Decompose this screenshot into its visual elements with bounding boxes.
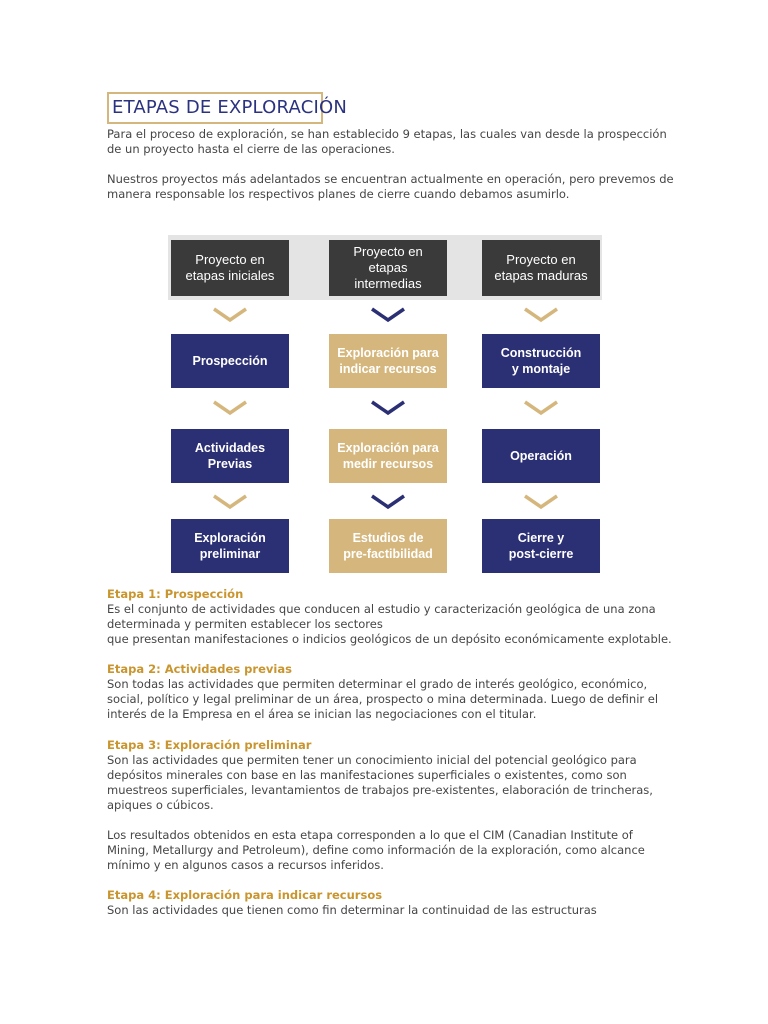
step-operacion <box>482 429 600 483</box>
chevron-down-icon <box>523 307 559 323</box>
header-intermediate <box>329 240 447 296</box>
box-text: intermedias <box>354 276 422 291</box>
text-line: Son todas las actividades que permiten determinar el grado de interés geológico, económico, <box>107 677 648 691</box>
section-heading-3: Etapa 3: Exploración preliminar <box>107 738 312 752</box>
chevron-down-icon <box>523 400 559 416</box>
section-body-2 <box>107 677 658 722</box>
text-line: mínimo y en algunos casos a recursos inferidos. <box>107 858 384 872</box>
step-exploracion-medir <box>329 429 447 483</box>
section-heading-1: Etapa 1: Prospección <box>107 587 244 601</box>
text-line: apiques o cúbicos. <box>107 798 214 812</box>
text-line: interés de la Empresa en el área se inician las negociaciones con el titular. <box>107 707 537 721</box>
text-line: depósitos minerales con base en las manifestaciones superficiales o existentes, como son <box>107 768 627 782</box>
intro-paragraph-1 <box>107 127 667 157</box>
box-text: y montaje <box>511 362 571 376</box>
section-body-1 <box>107 602 672 647</box>
box-text: Exploración <box>194 531 266 545</box>
box-text: indicar recursos <box>339 362 437 376</box>
section-body-4 <box>107 903 597 918</box>
box-text: etapas maduras <box>494 268 588 283</box>
box-text: Estudios de <box>352 531 424 545</box>
box-text: pre-factibilidad <box>343 547 433 561</box>
text-line: de un proyecto hasta el cierre de las operaciones. <box>107 142 395 156</box>
text-line: Mining, Metallurgy and Petroleum), define como información de la exploración, como alcance <box>107 843 645 857</box>
section-body-3-extra <box>107 828 645 873</box>
box-text: Exploración para <box>337 346 439 360</box>
section-heading-2: Etapa 2: Actividades previas <box>107 662 292 676</box>
header-initial <box>171 240 289 296</box>
header-mature <box>482 240 600 296</box>
text-line: Nuestros proyectos más adelantados se encuentran actualmente en operación, pero prevemos de <box>107 172 674 186</box>
text-line: social, político y legal preliminar de un área, prospecto o mina determinada. Luego de definir el <box>107 692 659 706</box>
intro-paragraph-2 <box>107 172 674 202</box>
box-text: etapas iniciales <box>185 268 275 283</box>
section-heading-4: Etapa 4: Exploración para indicar recursos <box>107 888 383 902</box>
box-text: Prospección <box>192 354 268 368</box>
text-line: que presentan manifestaciones o indicios geológicos de un depósito económicamente explotable. <box>107 632 672 646</box>
box-text: medir recursos <box>342 457 434 471</box>
box-text: Proyecto en <box>195 252 265 267</box>
step-prefactibilidad <box>329 519 447 573</box>
box-text: Exploración para <box>337 441 439 455</box>
chevron-down-icon <box>212 307 248 323</box>
step-actividades-previas <box>171 429 289 483</box>
step-exploracion-preliminar <box>171 519 289 573</box>
chevron-down-icon <box>370 400 406 416</box>
chevron-down-icon <box>523 494 559 510</box>
step-cierre <box>482 519 600 573</box>
box-text: Cierre y <box>517 531 565 545</box>
text-line: Son las actividades que tienen como fin determinar la continuidad de las estructuras <box>107 903 597 917</box>
box-text: post-cierre <box>508 547 574 561</box>
box-text: Proyecto en etapas <box>353 244 423 275</box>
box-text: Actividades <box>194 441 266 455</box>
chevron-down-icon <box>212 494 248 510</box>
chevron-down-icon <box>370 307 406 323</box>
box-text: Previas <box>207 457 253 471</box>
chevron-down-icon <box>370 494 406 510</box>
text-line: manera responsable los respectivos planes de cierre cuando debamos asumirlo. <box>107 187 570 201</box>
box-text: Proyecto en <box>506 252 576 267</box>
step-prospeccion <box>171 334 289 388</box>
box-text: Operación <box>510 449 572 463</box>
chevron-down-icon <box>212 400 248 416</box>
text-line: Son las actividades que permiten tener un conocimiento inicial del potencial geológico para <box>107 753 637 767</box>
text-line: Para el proceso de exploración, se han establecido 9 etapas, las cuales van desde la prospección <box>107 127 667 141</box>
page-title: ETAPAS DE EXPLORACIÓN <box>112 97 348 118</box>
box-text: preliminar <box>199 547 261 561</box>
text-line: Es el conjunto de actividades que conducen al estudio y caracterización geológica de una zona <box>107 602 656 616</box>
section-body-3 <box>107 753 653 813</box>
box-text: Construcción <box>500 346 582 360</box>
text-line: muestreos superficiales, levantamientos de trabajos pre-existentes, elaboración de trincheras, <box>107 783 653 797</box>
step-exploracion-indicar <box>329 334 447 388</box>
text-line: determinada y permiten establecer los sectores <box>107 617 383 631</box>
step-construccion <box>482 334 600 388</box>
text-line: Los resultados obtenidos en esta etapa corresponden a lo que el CIM (Canadian Institute of <box>107 828 633 842</box>
